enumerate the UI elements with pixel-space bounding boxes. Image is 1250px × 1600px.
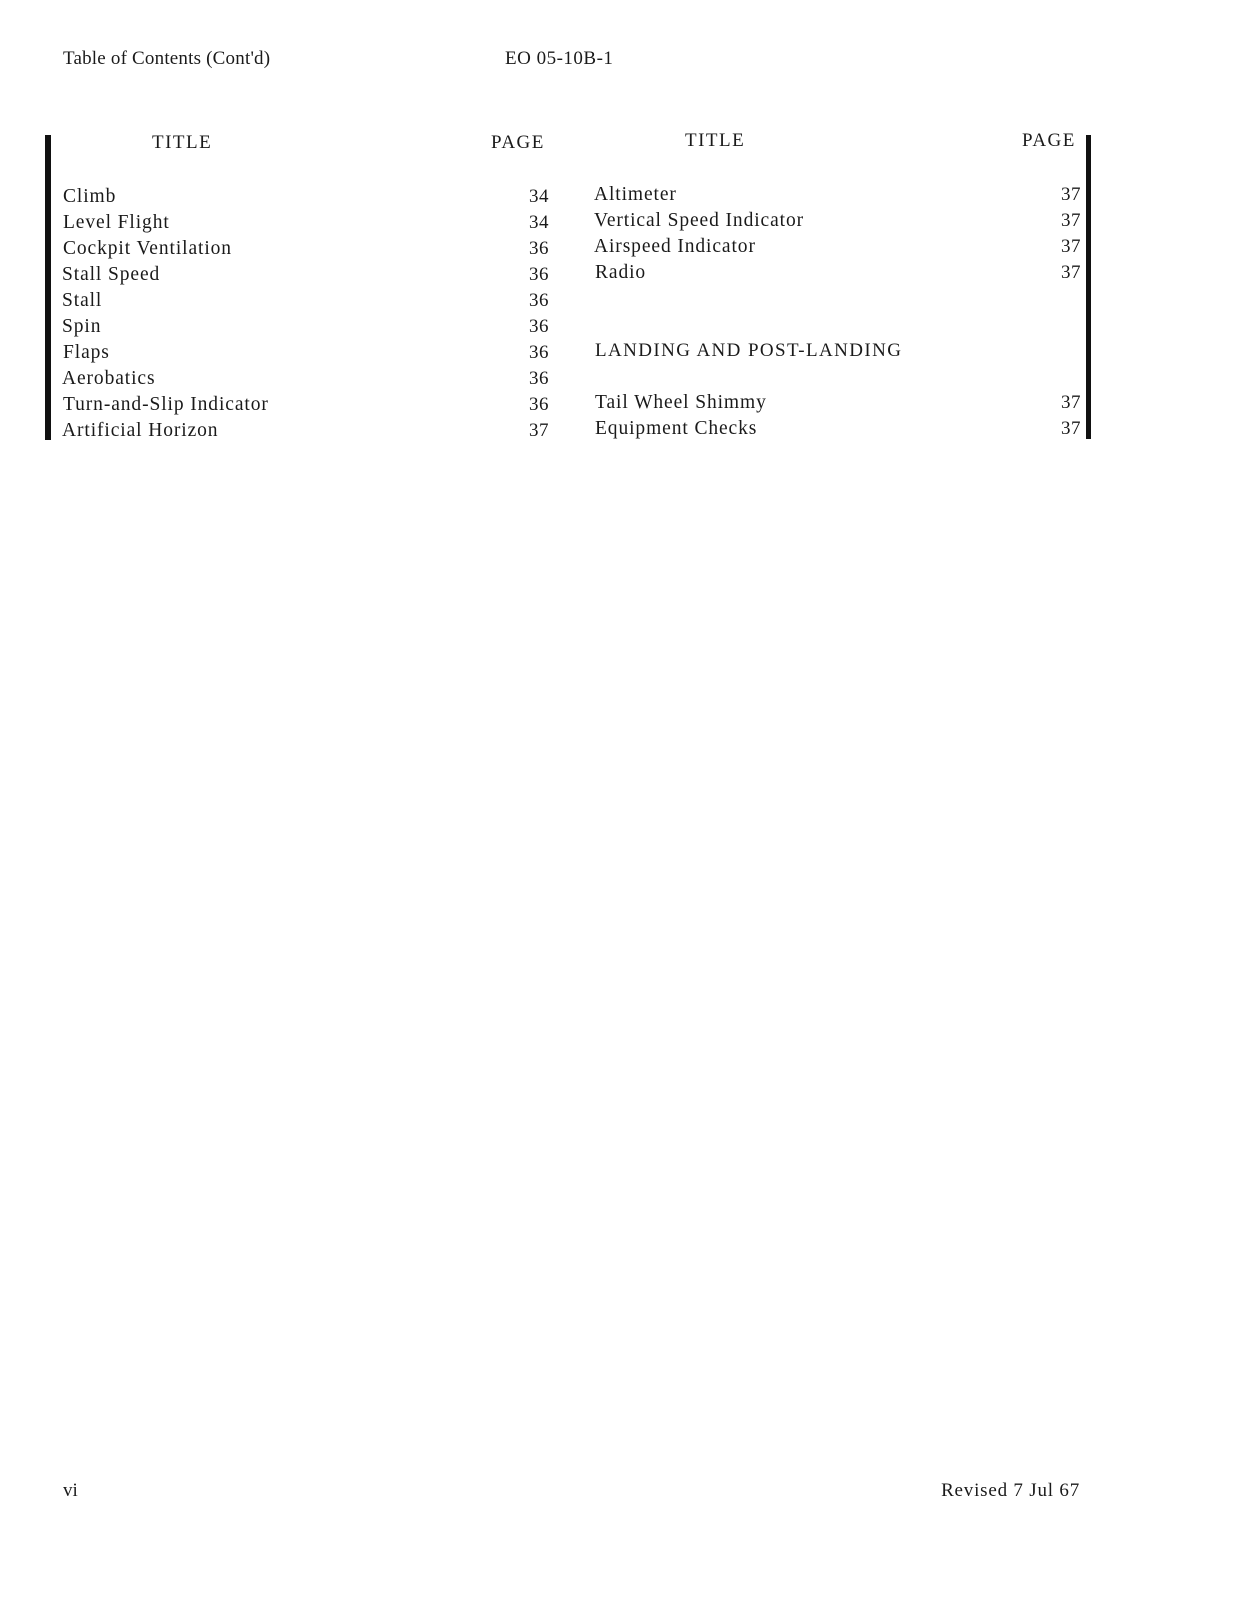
toc-entry-page: 36 — [529, 394, 549, 415]
toc-entry-page: 37 — [529, 420, 549, 441]
toc-entry-page: 37 — [1061, 392, 1081, 413]
toc-entry-page: 36 — [529, 264, 549, 285]
toc-entry-title: Tail Wheel Shimmy — [595, 392, 767, 413]
toc-entry-page: 36 — [529, 238, 549, 259]
toc-entry-page: 36 — [529, 290, 549, 311]
revision-bar-left — [45, 135, 51, 440]
toc-entry-page: 37 — [1061, 210, 1081, 231]
toc-entry-title: Artificial Horizon — [62, 420, 219, 441]
section-heading: LANDING AND POST-LANDING — [595, 340, 903, 361]
toc-entry-title: Equipment Checks — [595, 418, 758, 439]
toc-entry-title: Aerobatics — [62, 368, 156, 389]
toc-entry-page: 37 — [1061, 418, 1081, 439]
page-number: vi — [63, 1480, 78, 1501]
toc-entry-title: Stall — [62, 290, 103, 311]
toc-entry-page: 37 — [1061, 184, 1081, 205]
toc-entry-page: 36 — [529, 368, 549, 389]
toc-entry-title: Stall Speed — [62, 264, 161, 285]
toc-entry-page: 37 — [1061, 262, 1081, 283]
toc-entry-title: Spin — [62, 316, 102, 337]
toc-entry-title: Climb — [63, 186, 117, 207]
toc-entry-page: 34 — [529, 186, 549, 207]
toc-entry-title: Radio — [595, 262, 647, 283]
right-page-heading: PAGE — [1022, 130, 1076, 151]
revision-bar-right — [1086, 135, 1091, 439]
left-title-heading: TITLE — [152, 132, 213, 153]
toc-entry-page: 36 — [529, 316, 549, 337]
document-number: EO 05-10B-1 — [505, 48, 614, 69]
toc-entry-title: Turn-and-Slip Indicator — [63, 394, 269, 415]
toc-entry-title: Vertical Speed Indicator — [594, 210, 805, 231]
header-section-title: Table of Contents (Cont'd) — [63, 48, 271, 69]
left-page-heading: PAGE — [491, 132, 545, 153]
toc-entry-title: Flaps — [63, 342, 110, 363]
toc-entry-title: Airspeed Indicator — [594, 236, 756, 257]
toc-entry-title: Cockpit Ventilation — [63, 238, 232, 259]
revision-date: Revised 7 Jul 67 — [941, 1480, 1080, 1501]
toc-entry-page: 34 — [529, 212, 549, 233]
toc-entry-title: Altimeter — [594, 184, 677, 205]
toc-entry-page: 36 — [529, 342, 549, 363]
toc-entry-title: Level Flight — [63, 212, 170, 233]
right-title-heading: TITLE — [685, 130, 746, 151]
toc-entry-page: 37 — [1061, 236, 1081, 257]
